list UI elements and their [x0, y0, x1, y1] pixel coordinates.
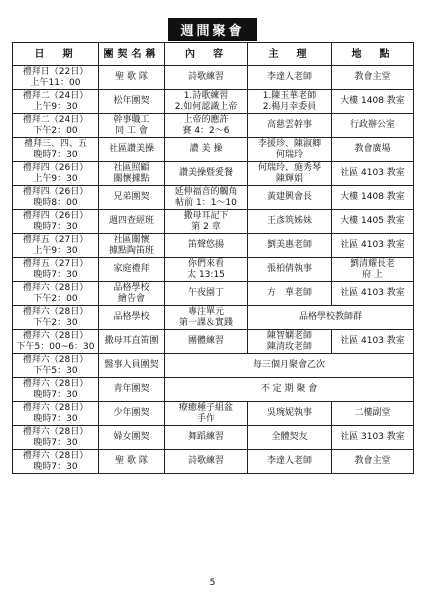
- cell-location: 社區 3103 教室: [332, 426, 414, 450]
- cell-content: 團體練習: [165, 330, 248, 354]
- cell-location: 教會主堂: [332, 450, 414, 474]
- cell-group: 青年團契: [99, 378, 165, 402]
- cell-location: 大樓 1408 教室: [332, 90, 414, 114]
- cell-content: 延伸福音的觸角 帖前 1：1～10: [165, 186, 248, 210]
- cell-leader: 李援珍、陳淑卿 何瑞玲: [248, 138, 332, 162]
- cell-leader: 何瑞玲、施秀琴 陳輝娟: [248, 162, 332, 186]
- cell-location: 大樓 1408 教室: [332, 186, 414, 210]
- cell-leader: 高慈雲幹事: [248, 114, 332, 138]
- cell-date: 禮拜日（22日） 上午11：00: [13, 66, 99, 90]
- table-row: [13, 90, 414, 114]
- cell-date: 禮拜六（28日） 晚時7：30: [13, 450, 99, 474]
- table-row: [13, 114, 414, 138]
- table-row: [13, 258, 414, 282]
- cell-location: 教會主堂: [332, 66, 414, 90]
- cell-content: 專注單元 第一課＆實踐: [165, 306, 248, 330]
- header-content: 內 容: [165, 43, 248, 66]
- cell-date: 禮拜六（28日） 晚時7：30: [13, 378, 99, 402]
- table-row: [13, 354, 414, 378]
- cell-leader: 張柏倩執事: [248, 258, 332, 282]
- cell-group: 家庭禮拜: [99, 258, 165, 282]
- table-row: [13, 162, 414, 186]
- table-row: [13, 186, 414, 210]
- cell-date: 禮拜二（24日） 上午9：30: [13, 90, 99, 114]
- cell-leader: 李達人老師: [248, 66, 332, 90]
- table-row: [13, 426, 414, 450]
- cell-date: 禮拜五（27日） 上午9：30: [13, 234, 99, 258]
- cell-group: 松年團契: [99, 90, 165, 114]
- header-location: 地 點: [332, 43, 414, 66]
- cell-content: 舞蹈練習: [165, 426, 248, 450]
- table-row: [13, 306, 414, 330]
- cell-location: 劉清耀長老 府 上: [332, 258, 414, 282]
- cell-group: 婦女團契: [99, 426, 165, 450]
- table-row: [13, 378, 414, 402]
- cell-content: 上帝的應許 賽 4：2～6: [165, 114, 248, 138]
- cell-date: 禮拜四（26日） 晚時7：30: [13, 210, 99, 234]
- header-group: 團契名稱: [99, 43, 165, 66]
- cell-date: 禮拜六（28日） 下午5：00~6：30: [13, 330, 99, 354]
- cell-location: 社區 4103 教室: [332, 282, 414, 306]
- cell-group: 醫事人員團契: [99, 354, 165, 378]
- cell-content: 詩歌練習: [165, 450, 248, 474]
- cell-merged-note: 每三個月聚會乙次: [165, 354, 414, 378]
- cell-leader: 吳琬妮執事: [248, 402, 332, 426]
- table-row: [13, 402, 414, 426]
- cell-content: 笛聲悠揚: [165, 234, 248, 258]
- cell-group: 社區關懷 據點陶笛班: [99, 234, 165, 258]
- cell-date: 禮拜六（28日） 晚時7：30: [13, 402, 99, 426]
- page-title: 週間聚會: [168, 18, 256, 41]
- cell-group: 社區讚美操: [99, 138, 165, 162]
- cell-location: 行政辦公室: [332, 114, 414, 138]
- cell-leader: 陳智嫻老師 陳清玫老師: [248, 330, 332, 354]
- cell-content: 午夜園丁: [165, 282, 248, 306]
- header-row: [13, 43, 414, 66]
- cell-content: 讚美操暨愛餐: [165, 162, 248, 186]
- cell-leader-location: 品格學校教師群: [248, 306, 414, 330]
- cell-date: 禮拜四（26日） 上午9：30: [13, 162, 99, 186]
- cell-location: 社區 4103 教室: [332, 162, 414, 186]
- cell-group: 週四查經班: [99, 210, 165, 234]
- cell-group: 品格學校 繪告會: [99, 282, 165, 306]
- cell-group: 少年團契: [99, 402, 165, 426]
- schedule-table: [12, 42, 414, 474]
- cell-group: 撒母耳直笛團: [99, 330, 165, 354]
- cell-group: 社區照顧 關懷據點: [99, 162, 165, 186]
- cell-content: 療癒種子組盆 手作: [165, 402, 248, 426]
- cell-content: 1.詩歌練習 2.如何認識上帝: [165, 90, 248, 114]
- cell-leader: 王彥筑姊妹: [248, 210, 332, 234]
- cell-group: 幹事職工 同 工 會: [99, 114, 165, 138]
- cell-location: 大樓 1405 教室: [332, 210, 414, 234]
- cell-date: 禮拜二（24日） 下午2：00: [13, 114, 99, 138]
- cell-date: 禮拜四（26日） 晚時8：00: [13, 186, 99, 210]
- table-row: [13, 210, 414, 234]
- cell-date: 禮拜六（28日） 晚時7：30: [13, 426, 99, 450]
- cell-leader: 1.陳玉華老師 2.楊月幸委員: [248, 90, 332, 114]
- cell-group: 兄弟團契: [99, 186, 165, 210]
- cell-leader: 全體契友: [248, 426, 332, 450]
- cell-leader: 方 華老師: [248, 282, 332, 306]
- table-row: [13, 66, 414, 90]
- page-number: 5: [209, 578, 216, 588]
- table-row: [13, 138, 414, 162]
- cell-location: 二樓副堂: [332, 402, 414, 426]
- table-row: [13, 282, 414, 306]
- cell-merged-note: 不 定 期 聚 會: [165, 378, 414, 402]
- cell-location: 社區 4103 教室: [332, 234, 414, 258]
- cell-date: 禮拜六（28日） 下午2：00: [13, 282, 99, 306]
- cell-date: 禮拜六（28日） 下午2：30: [13, 306, 99, 330]
- cell-date: 禮拜三、四、五 晚時7：30: [13, 138, 99, 162]
- cell-location: 社區 4103 教室: [332, 330, 414, 354]
- cell-location: 教會廣場: [332, 138, 414, 162]
- cell-content: 讚 美 操: [165, 138, 248, 162]
- cell-content: 詩歌練習: [165, 66, 248, 90]
- table-row: [13, 450, 414, 474]
- cell-content: 你們來看 太 13:15: [165, 258, 248, 282]
- header-date: 日 期: [13, 43, 99, 66]
- cell-group: 品格學校: [99, 306, 165, 330]
- cell-date: 禮拜六（28日） 下午5：30: [13, 354, 99, 378]
- cell-content: 撒母耳記下 第 2 章: [165, 210, 248, 234]
- header-leader: 主 理: [248, 43, 332, 66]
- cell-group: 聖 歌 隊: [99, 66, 165, 90]
- cell-leader: 李達人老師: [248, 450, 332, 474]
- cell-group: 聖 歌 隊: [99, 450, 165, 474]
- cell-leader: 劉美惠老師: [248, 234, 332, 258]
- title-wrap: [0, 18, 425, 41]
- cell-leader: 黃建興會長: [248, 186, 332, 210]
- table-row: [13, 330, 414, 354]
- cell-date: 禮拜五（27日） 晚時7：30: [13, 258, 99, 282]
- table-row: [13, 234, 414, 258]
